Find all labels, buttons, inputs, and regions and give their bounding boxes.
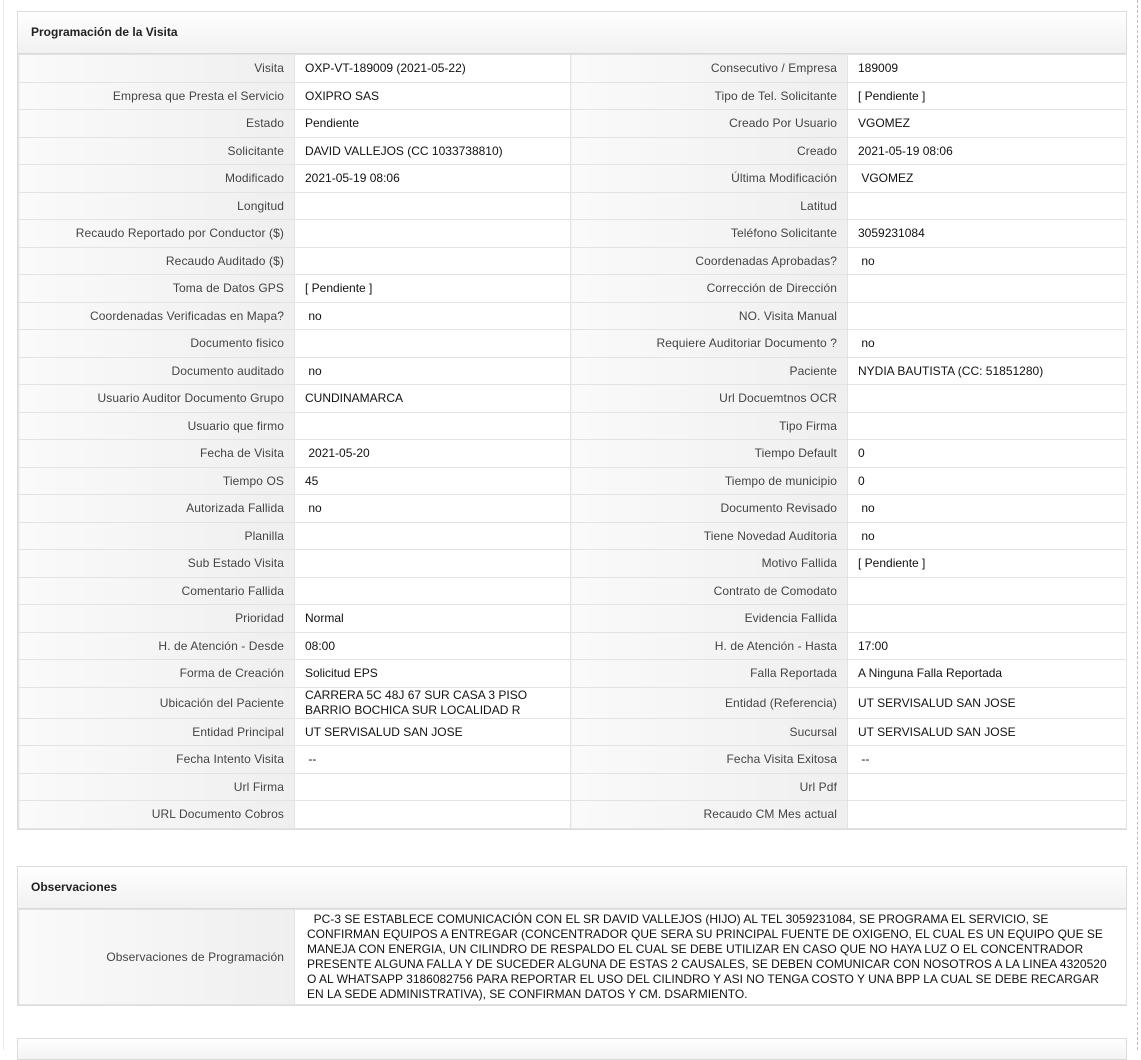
field-value (295, 773, 571, 801)
field-label: Url Firma (19, 773, 295, 801)
field-value: VGOMEZ (848, 165, 1127, 193)
field-value: CARRERA 5C 48J 67 SUR CASA 3 PISO BARRIO BOCHICA SUR LOCALIDAD R (295, 687, 571, 718)
field-value (848, 302, 1127, 330)
field-row (19, 801, 1127, 829)
field-label: Solicitante (19, 137, 295, 165)
field-value: no (848, 247, 1127, 275)
field-row (19, 550, 1127, 578)
field-value: Solicitud EPS (295, 660, 571, 688)
field-label: Entidad (Referencia) (571, 687, 848, 718)
field-value: 3059231084 (848, 220, 1127, 248)
field-value: -- (295, 746, 571, 774)
field-label: Empresa que Presta el Servicio (19, 82, 295, 110)
field-label: Teléfono Solicitante (571, 220, 848, 248)
field-row (19, 522, 1127, 550)
field-label: Recaudo Auditado ($) (19, 247, 295, 275)
field-label: Estado (19, 110, 295, 138)
field-row (19, 220, 1127, 248)
field-label: Sucursal (571, 718, 848, 746)
field-value: no (848, 522, 1127, 550)
field-row (19, 773, 1127, 801)
field-value (295, 247, 571, 275)
field-label: Usuario que firmo (19, 412, 295, 440)
field-label: Tiempo de municipio (571, 467, 848, 495)
field-label: Sub Estado Visita (19, 550, 295, 578)
field-row (19, 165, 1127, 193)
field-label: Url Docuemtnos OCR (571, 385, 848, 413)
field-row (19, 495, 1127, 523)
field-row (19, 632, 1127, 660)
field-value: no (295, 495, 571, 523)
field-label: Toma de Datos GPS (19, 275, 295, 303)
observaciones-row (19, 910, 1127, 1005)
field-label: Tipo Firma (571, 412, 848, 440)
field-value: no (848, 495, 1127, 523)
field-label: Modificado (19, 165, 295, 193)
field-label: Prioridad (19, 605, 295, 633)
field-row (19, 412, 1127, 440)
next-panel-header (17, 1038, 1127, 1060)
field-row (19, 687, 1127, 718)
field-row (19, 82, 1127, 110)
field-row (19, 55, 1127, 83)
field-value (848, 192, 1127, 220)
field-label: Documento auditado (19, 357, 295, 385)
field-value (848, 275, 1127, 303)
field-label: Usuario Auditor Documento Grupo (19, 385, 295, 413)
field-label: Comentario Fallida (19, 577, 295, 605)
field-label: Tiene Novedad Auditoria (571, 522, 848, 550)
field-value: 08:00 (295, 632, 571, 660)
field-value: [ Pendiente ] (848, 82, 1127, 110)
field-label: Última Modificación (571, 165, 848, 193)
field-value: CUNDINAMARCA (295, 385, 571, 413)
field-value (295, 412, 571, 440)
field-row (19, 192, 1127, 220)
observaciones-title: Observaciones (18, 867, 1126, 909)
field-row (19, 467, 1127, 495)
field-row (19, 746, 1127, 774)
field-row (19, 247, 1127, 275)
field-label: Documento fisico (19, 330, 295, 358)
field-value (848, 577, 1127, 605)
field-value: 0 (848, 467, 1127, 495)
field-label: Contrato de Comodato (571, 577, 848, 605)
field-label: Fecha de Visita (19, 440, 295, 468)
field-value: UT SERVISALUD SAN JOSE (295, 718, 571, 746)
field-row (19, 302, 1127, 330)
field-label: Autorizada Fallida (19, 495, 295, 523)
field-row (19, 660, 1127, 688)
field-label: Tipo de Tel. Solicitante (571, 82, 848, 110)
field-value: 17:00 (848, 632, 1127, 660)
field-value: DAVID VALLEJOS (CC 1033738810) (295, 137, 571, 165)
field-label: Coordenadas Verificadas en Mapa? (19, 302, 295, 330)
field-row (19, 577, 1127, 605)
field-row (19, 330, 1127, 358)
programacion-panel (17, 11, 1127, 830)
field-row (19, 385, 1127, 413)
observaciones-text: PC-3 SE ESTABLECE COMUNICACIÓN CON EL SR DAVID VALLEJOS (HIJO) AL TEL 3059231084, SE PROGRAMA EL SERVICIO, SE CONFIRMAN EQUIPOS A ENTREGAR (CONCENTRADOR QUE SERA SU PRINCIPAL FUENTE DE OXIGENO, EL CUAL ES UN EQUIPO QUE SE MANEJA CON ENERGIA, UN CILINDRO DE RESPALDO EL CUAL SE DEBE UTILIZAR EN CASO QUE NO HAYA LUZ O EL CONCENTRADOR PRESENTE ALGUNA FALLA Y DE SUCEDER ALGUNA DE ESTAS 2 CAUSALES, SE DEBEN COMUNICAR CON NOSOTROS A LA LINEA 4320520 O AL WHATSAPP 3186082756 PARA REPORTAR EL USO DEL CILINDRO Y ASI NO TENGA COSTO Y UNA BPP LA CUAL SE DEBE RECARGAR EN LA SEDE ADMINISTRATIVA), SE CONFIRMAN DATOS Y CM. DSARMIENTO. (295, 910, 1127, 1005)
field-label: Creado Por Usuario (571, 110, 848, 138)
field-value: OXIPRO SAS (295, 82, 571, 110)
field-value: -- (848, 746, 1127, 774)
field-value: OXP-VT-189009 (2021-05-22) (295, 55, 571, 83)
field-label: Creado (571, 137, 848, 165)
field-value: 0 (848, 440, 1127, 468)
field-value: 189009 (848, 55, 1127, 83)
field-label: Requiere Auditoriar Documento ? (571, 330, 848, 358)
field-row (19, 137, 1127, 165)
field-label: H. de Atención - Hasta (571, 632, 848, 660)
field-label: H. de Atención - Desde (19, 632, 295, 660)
field-label: Fecha Intento Visita (19, 746, 295, 774)
field-value (848, 385, 1127, 413)
field-label: Recaudo Reportado por Conductor ($) (19, 220, 295, 248)
field-label: Coordenadas Aprobadas? (571, 247, 848, 275)
field-label: Evidencia Fallida (571, 605, 848, 633)
field-label: NO. Visita Manual (571, 302, 848, 330)
field-value: [ Pendiente ] (295, 275, 571, 303)
field-value (295, 522, 571, 550)
field-label: Motivo Fallida (571, 550, 848, 578)
field-label: Forma de Creación (19, 660, 295, 688)
observaciones-table (18, 909, 1127, 1005)
field-value: 2021-05-19 08:06 (295, 165, 571, 193)
field-value (295, 192, 571, 220)
field-label: URL Documento Cobros (19, 801, 295, 829)
field-value (848, 801, 1127, 829)
field-value: UT SERVISALUD SAN JOSE (848, 687, 1127, 718)
field-value: no (295, 302, 571, 330)
field-value: VGOMEZ (848, 110, 1127, 138)
field-value: no (848, 330, 1127, 358)
field-label: Corrección de Dirección (571, 275, 848, 303)
field-value (848, 412, 1127, 440)
field-label: Ubicación del Paciente (19, 687, 295, 718)
field-label: Planilla (19, 522, 295, 550)
field-value: no (295, 357, 571, 385)
field-label: Url Pdf (571, 773, 848, 801)
field-value: Normal (295, 605, 571, 633)
field-row (19, 275, 1127, 303)
field-label: Recaudo CM Mes actual (571, 801, 848, 829)
field-value (295, 550, 571, 578)
field-label: Latitud (571, 192, 848, 220)
field-label: Tiempo OS (19, 467, 295, 495)
field-value (295, 330, 571, 358)
field-label: Falla Reportada (571, 660, 848, 688)
programacion-table (18, 54, 1127, 829)
field-label: Entidad Principal (19, 718, 295, 746)
field-value (295, 220, 571, 248)
field-value (848, 605, 1127, 633)
field-label: Documento Revisado (571, 495, 848, 523)
field-row (19, 357, 1127, 385)
field-label: Tiempo Default (571, 440, 848, 468)
field-label: Longitud (19, 192, 295, 220)
field-label: Visita (19, 55, 295, 83)
field-row (19, 605, 1127, 633)
field-value: 45 (295, 467, 571, 495)
programacion-title: Programación de la Visita (18, 12, 1126, 54)
page-right-border (1137, 0, 1138, 1050)
field-row (19, 440, 1127, 468)
field-value: 2021-05-19 08:06 (848, 137, 1127, 165)
field-label: Consecutivo / Empresa (571, 55, 848, 83)
field-value: A Ninguna Falla Reportada (848, 660, 1127, 688)
observaciones-panel (17, 866, 1127, 1006)
observaciones-label: Observaciones de Programación (19, 910, 295, 1005)
page-left-border (3, 0, 4, 1050)
field-value (295, 801, 571, 829)
field-value (295, 577, 571, 605)
field-value: 2021-05-20 (295, 440, 571, 468)
field-label: Paciente (571, 357, 848, 385)
field-value (848, 773, 1127, 801)
field-row (19, 110, 1127, 138)
field-value: [ Pendiente ] (848, 550, 1127, 578)
field-value: NYDIA BAUTISTA (CC: 51851280) (848, 357, 1127, 385)
field-label: Fecha Visita Exitosa (571, 746, 848, 774)
field-value: Pendiente (295, 110, 571, 138)
field-row (19, 718, 1127, 746)
field-value: UT SERVISALUD SAN JOSE (848, 718, 1127, 746)
